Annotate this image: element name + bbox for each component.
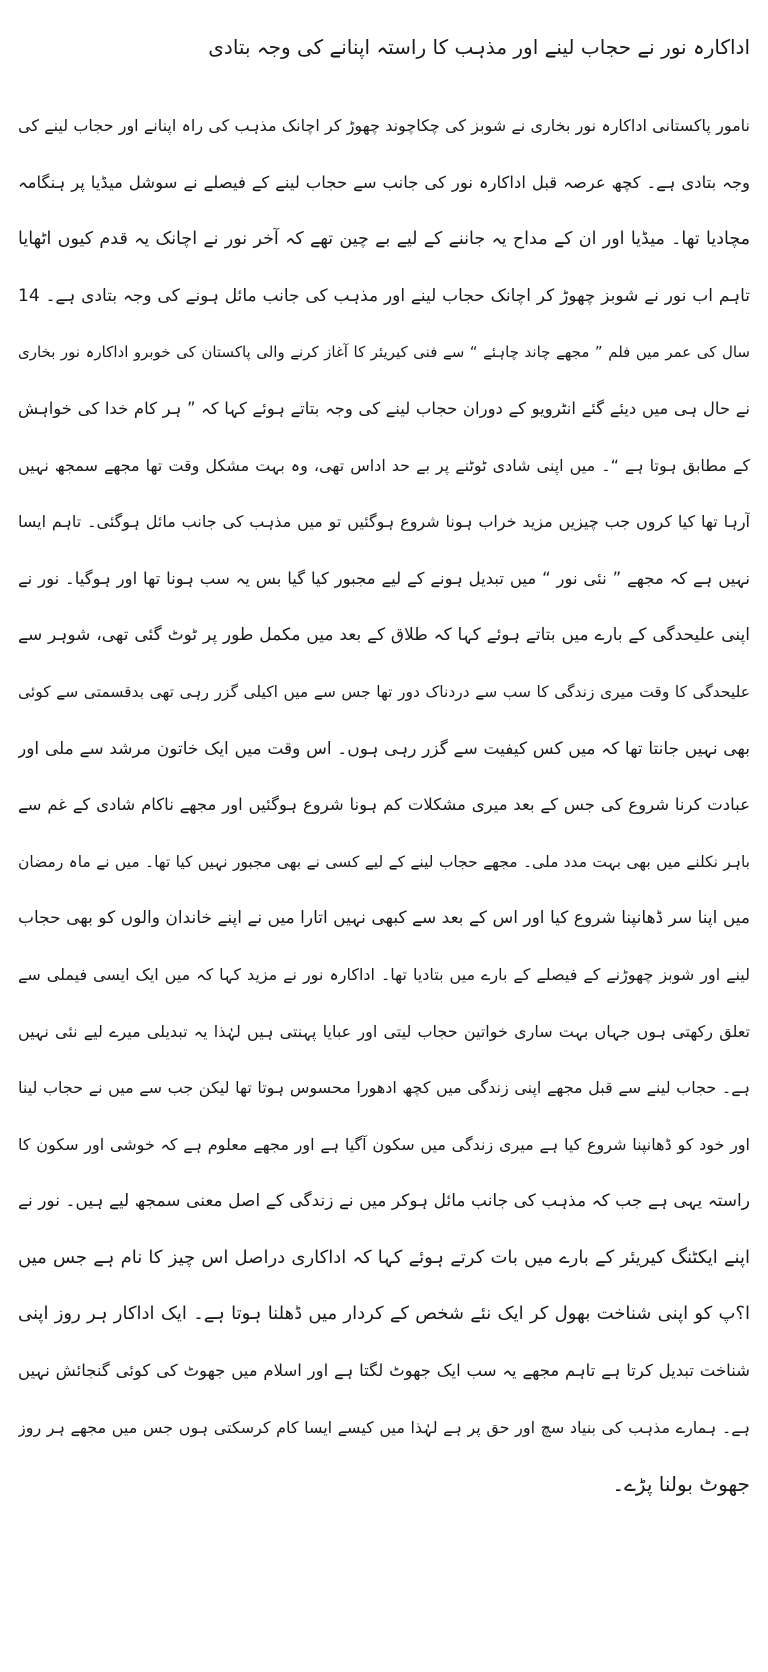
article-line: جھوٹ بولنا پڑے۔ (612, 1472, 750, 1497)
article-line: ہے۔ ہمارے مذہب کی بنیاد سچ اور حق پر ہے لہٰذا میں کیسے ایسا کام کرسکتی ہوں جس میں مجھے ہر روز (18, 1417, 750, 1437)
article-line: تعلق رکھتی ہوں جہاں بہت ساری خواتین حجاب لیتی اور عبایا پہنتی ہیں لہٰذا یہ تبدیلی میرے لیے نئی نہیں (18, 1021, 750, 1041)
article-line: آرہا تھا کیا کروں جب چیزیں مزید خراب ہونا شروع ہوگئیں تو میں مذہب کی جانب مائل ہوگئی۔ تاہم ایسا (18, 512, 750, 532)
article-line: ا؟پ کو اپنی شناخت بھول کر ایک نئے شخص کے کردار میں ڈھلنا ہوتا ہے۔ ایک اداکار ہر روز اپنی (18, 1303, 750, 1325)
article-line: سال کی عمر میں فلم ” مجھے چاند چاہئے “ سے فنی کیریئر کا آغاز کرنے والی پاکستان کی خوبرو اداکارہ نور بخاری (18, 343, 750, 362)
article-line: نامور پاکستانی اداکارہ نور بخاری نے شوبز کی چکاچوند چھوڑ کر اچانک مذہب کی راہ اپنانے اور حجاب لینے کی (18, 116, 750, 135)
article-line: وجہ بتادی ہے۔ کچھ عرصہ قبل اداکارہ نور کی جانب سے حجاب لینے کے فیصلے نے سوشل میڈیا پر ہنگامہ (18, 172, 750, 192)
article-line: اور خود کو ڈھانپنا شروع کیا ہے میری زندگی میں سکون آگیا ہے اور مجھے معلوم ہے کہ خوشی اور سکون کا (18, 1134, 750, 1154)
article-line: اپنے ایکٹنگ کیریئر کے بارے میں بات کرتے ہوئے کہا کہ اداکاری دراصل اس چیز کا نام ہے جس میں (18, 1246, 750, 1268)
article-line: شناخت تبدیل کرتا ہے تاہم مجھے یہ سب ایک جھوٹ لگتا ہے اور اسلام میں جھوٹ کی کوئی گنجائش نہیں (18, 1361, 750, 1381)
article-headline: اداکارہ نور نے حجاب لینے اور مذہب کا راستہ اپنانے کی وجہ بتادی (208, 35, 750, 59)
article-line: کے مطابق ہوتا ہے “۔ میں اپنی شادی ٹوٹنے پر بے حد اداس تھی، وہ بہت مشکل وقت تھا مجھے سمجھ نہیں (18, 455, 750, 475)
article-line: بھی نہیں جانتا تھا کہ میں کس کیفیت سے گزر رہی ہوں۔ اس وقت میں ایک خاتون مرشد سے ملی اور (18, 738, 750, 759)
article-line: علیحدگی کا وقت میری زندگی کا سب سے دردناک دور تھا جس سے میں اکیلی گزر رہی تھی بدقسمتی سے کوئی (18, 682, 750, 701)
article-line: باہر نکلنے میں بھی بہت مدد ملی۔ مجھے حجاب لینے کے لیے کسی نے بھی مجبور نہیں کیا تھا۔ میں نے ماہ رمضان (18, 852, 750, 871)
article-line: تاہم اب نور نے شوبز چھوڑ کر اچانک حجاب لینے اور مذہب کی جانب مائل ہونے کی وجہ بتادی ہے۔ 14 (18, 285, 750, 306)
article-line: راستہ یہی ہے جب کہ مذہب کی جانب مائل ہوکر میں نے زندگی کے اصل معنی سمجھ لیے ہیں۔ نور نے (18, 1191, 750, 1212)
article-line: نہیں ہے کہ مجھے ” نئی نور “ میں تبدیل ہونے کے لیے مجبور کیا گیا بس یہ سب ہونا تھا اور ہوگیا۔ نور نے (18, 568, 750, 588)
article-line: مچادیا تھا۔ میڈیا اور ان کے مداح یہ جاننے کے لیے بے چین تھے کہ آخر نور نے اچانک یہ قدم کیوں اٹھایا (18, 229, 750, 250)
article-line: عبادت کرنا شروع کی جس کے بعد میری مشکلات کم ہونا شروع ہوگئیں اور مجھے ناکام شادی کے غم سے (18, 795, 750, 815)
article-body (18, 98, 750, 1513)
article-line: ہے۔ حجاب لینے سے قبل مجھے اپنی زندگی میں کچھ ادھورا محسوس ہوتا تھا لیکن جب سے میں نے حجاب لینا (18, 1078, 750, 1098)
article-line: میں اپنا سر ڈھانپنا شروع کیا اور اس کے بعد سے کبھی نہیں اتارا میں نے اپنے خاندان والوں کو بھی حجاب (18, 908, 750, 929)
article-line: اپنی علیحدگی کے بارے میں بتاتے ہوئے کہا کہ طلاق کے بعد میں مکمل طور پر ٹوٹ گئی تھی، شوہر سے (18, 625, 750, 646)
article-line: نے حال ہی میں دیئے گئے انٹرویو کے دوران حجاب لینے کی وجہ بتاتے ہوئے کہا کہ ” ہر کام خدا کی خواہش (18, 398, 750, 418)
article-line: لینے اور شوبز چھوڑنے کے فیصلے کے بارے میں بتادیا تھا۔ اداکارہ نور نے مزید کہا کہ میں ایک ایسی فیملی سے (18, 964, 750, 984)
